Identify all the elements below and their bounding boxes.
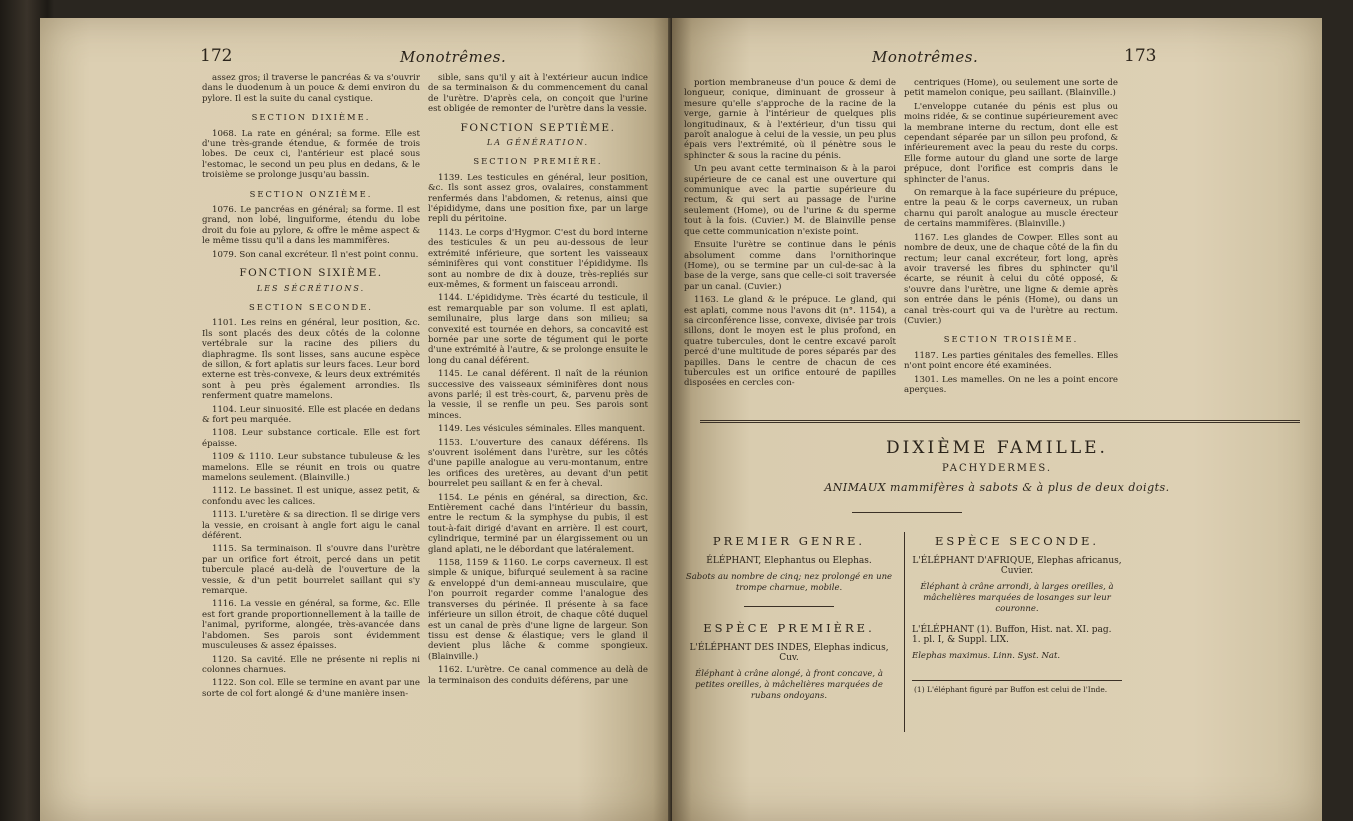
subheading: LA GÉNÉRATION. bbox=[486, 138, 590, 148]
section-divider bbox=[700, 420, 1300, 423]
column-separator bbox=[904, 532, 905, 732]
paragraph: 1076. Le pancréas en général; sa forme. Il est grand, non lobé, linguiforme, étendu du lobe droit du foie au pylore, & offre le même aspect & le même tissu qu'il a dans les mammifères. bbox=[202, 205, 420, 247]
right-column-2 bbox=[904, 78, 1118, 398]
footnote-rule bbox=[912, 680, 1122, 681]
short-rule bbox=[852, 512, 962, 513]
genre-heading: PREMIER GENRE. bbox=[712, 534, 866, 548]
section-heading: SECTION DIXIÈME. bbox=[251, 112, 371, 123]
espece2-name: L'ÉLÉPHANT D'AFRIQUE, Elephas africanus, Cuvier. bbox=[912, 556, 1122, 576]
paragraph: 1079. Son canal excréteur. Il n'est point connu. bbox=[212, 249, 419, 260]
espece2-description: Éléphant à crâne arrondi, à larges oreilles, à mâchelières marquées de losanges sur leur couronne. bbox=[920, 582, 1114, 614]
paragraph: 1112. Le bassinet. Il est unique, assez petit, & confondu avec les calices. bbox=[202, 486, 420, 507]
famille-subtitle: PACHYDERMES. bbox=[941, 463, 1053, 474]
paragraph: Un peu avant cette terminaison & à la paroi supérieure de ce canal est une ouverture qui communique avec la partie supérieure du rectum, & qui sert au passage de l'urine seulement (Home), ou de l'urine & du sperme tout à la fois. (Cuvier.) M. de Blainville pense que cette communication n'existe point. bbox=[684, 164, 896, 237]
left-column-1 bbox=[202, 73, 420, 702]
paragraph: Ensuite l'urètre se continue dans le pénis absolument comme dans l'ornithorinque (Home), ou se termine par un cul-de-sac à la base de la verge, sans que celle-ci soit traversée par un canal. (Cuvier.) bbox=[684, 240, 896, 292]
paragraph: 1104. Leur sinuosité. Elle est placée en dedans & fort peu marquée. bbox=[202, 404, 420, 425]
paragraph: 1116. La vessie en général, sa forme, &c. Elle est fort grande proportionnellement à la taille de l'animal, pyriforme, alongée, très-avancée dans l'abdomen. Ses parois sont évidemment musculeuses & assez épaisses. bbox=[202, 599, 420, 652]
paragraph: 1122. Son col. Elle se termine en avant par une sorte de col fort alongé & d'une manière insen- bbox=[202, 678, 420, 699]
running-head-right: Monotrêmes. bbox=[872, 48, 979, 66]
paragraph: 1162. L'urètre. Ce canal commence au delà de la terminaison des conduits déférens, par une bbox=[428, 665, 648, 686]
paragraph: sible, sans qu'il y ait à l'extérieur aucun indice de sa terminaison & du commencement du canal de l'urètre. D'après cela, on conçoit que l'urine est obligée de remonter de l'urètre dans la vessie. bbox=[428, 73, 648, 115]
paragraph: 1120. Sa cavité. Elle ne présente ni replis ni colonnes charnues. bbox=[202, 654, 420, 675]
paragraph: L'enveloppe cutanée du pénis est plus ou moins ridée, & se continue supérieurement avec la membrane interne du rectum, dont elle est cependant séparée par un sillon peu profond, & inférieurement avec la peau du reste du corps. Elle forme autour du gland une sorte de large prépuce, dont l'orifice est compris dans le sphincter de l'anus. bbox=[904, 101, 1118, 185]
page-number-right: 173 bbox=[1124, 46, 1157, 66]
paragraph: 1068. La rate en général; sa forme. Elle est d'une très-grande étendue, & formée de trois lobes. De ceux ci, l'antérieur est placé sous l'estomac, le second un peu plus en dedans, & le troisième se prolonge jusqu'au bassin. bbox=[202, 128, 420, 181]
paragraph: 1143. Le corps d'Hygmor. C'est du bord interne des testicules & un peu au-dessous de leur extrémité inférieure, que sortent les vaisseaux séminifères qui vont constituer l'épididyme. Ils sont au nombre de dix à douze, très-repliés sur eux-mêmes, & forment un faisceau arrondi. bbox=[428, 227, 648, 290]
left-column-2 bbox=[428, 73, 648, 689]
espece2-synonym: Elephas maximus. Linn. Syst. Nat. bbox=[912, 651, 1061, 661]
famille-description: ANIMAUX mammifères à sabots & à plus de deux doigts. bbox=[824, 481, 1170, 494]
paragraph: 1109 & 1110. Leur substance tubuleuse & les mamelons. Elle se réunit en trois ou quatre mamelons seulement. (Blainville.) bbox=[202, 452, 420, 483]
page-number-left: 172 bbox=[200, 46, 233, 66]
espece1-description: Éléphant à crâne alongé, à front concave, à petites oreilles, à mâchelières marquées de rubans ondoyans. bbox=[695, 669, 883, 701]
left-page bbox=[40, 18, 672, 821]
genre-block bbox=[682, 534, 896, 702]
paragraph: 1301. Les mamelles. On ne les a point encore aperçues. bbox=[904, 374, 1118, 395]
paragraph: 1115. Sa terminaison. Il s'ouvre dans l'urètre par un orifice fort étroit, percé dans un petit tubercule placé au-delà de l'ouverture de la vessie, & d'un petit bourrelet saillant qui s'y remarque. bbox=[202, 544, 420, 597]
espece2-block bbox=[912, 534, 1122, 662]
footnote: (1) L'éléphant figuré par Buffon est celui de l'Inde. bbox=[914, 685, 1108, 694]
famille-title: DIXIÈME FAMILLE. bbox=[886, 438, 1108, 458]
section-heading: SECTION SECONDE. bbox=[249, 301, 373, 312]
paragraph: 1113. L'uretère & sa direction. Il se dirige vers la vessie, en croisant à angle fort aigu le canal déférent. bbox=[202, 510, 420, 542]
paragraph: 1101. Les reins en général, leur position, &c. Ils sont placés des deux côtés de la colonne vertébrale sur la racine des piliers du diaphragme. Ils sont lisses, sans aucune espèce de sillon, & fort aplatis sur leurs faces. Leur bord externe est très-convexe, & leurs deux extrémités sont à peu près également arrondies. Ils renferment quatre mamelons. bbox=[202, 318, 420, 402]
paragraph: 1154. Le pénis en général, sa direction, &c. Entièrement caché dans l'intérieur du bassin, entre le rectum & la symphyse du pubis, il est tout-à-fait dirigé d'avant en arrière. Il est court, cylindrique, terminé par un élargissement ou un gland aplati, ne le débordant que latéralement. bbox=[428, 492, 648, 555]
paragraph: 1187. Les parties génitales des femelles. Elles n'ont point encore été examinées. bbox=[904, 350, 1118, 372]
running-head-left: Monotrêmes. bbox=[400, 48, 507, 66]
espece2-heading: ESPÈCE SECONDE. bbox=[934, 534, 1100, 548]
right-column-1 bbox=[684, 78, 896, 392]
section-heading: SECTION TROISIÈME. bbox=[943, 334, 1079, 345]
paragraph: 1139. Les testicules en général, leur position, &c. Ils sont assez gros, ovalaires, constamment renfermés dans l'abdomen, & retenus, ainsi que l'épididyme, dans une position fixe, par un large repli du péritoine. bbox=[428, 172, 648, 225]
paragraph: 1108. Leur substance corticale. Elle est fort épaisse. bbox=[202, 428, 420, 449]
espece1-heading: ESPÈCE PREMIÈRE. bbox=[703, 621, 875, 635]
paragraph: 1153. L'ouverture des canaux déférens. Ils s'ouvrent isolément dans l'urètre, sur les côtés d'une papille analogue au veru-montanum, entre les orifices des uretères, au devant d'un petit bourrelet peu saillant & en fer à cheval. bbox=[428, 437, 648, 490]
subheading: LES SÉCRÉTIONS. bbox=[256, 283, 366, 293]
paragraph: assez gros; il traverse le pancréas & va s'ouvrir dans le duodenum à un pouce & demi environ du pylore. Il est la suite du canal cystique. bbox=[202, 73, 420, 104]
espece1-name: L'ÉLÉPHANT DES INDES, Elephas indicus, Cuv. bbox=[689, 643, 889, 663]
paragraph: 1144. L'épididyme. Très écarté du testicule, il est remarquable par son volume. Il est aplati, semilunaire, plus large dans son milieu; sa convexité est tournée en dehors, sa concavité est bornée par une sorte de tégument qui le porte d'une extrémité à l'autre, & se prolonge ensuite le long du canal déférent. bbox=[428, 293, 648, 366]
espece2-reference: L'ÉLÉPHANT (1). Buffon, Hist. nat. XI. pag. 1. pl. I, & Suppl. LIX. bbox=[912, 625, 1112, 645]
paragraph: 1158, 1159 & 1160. Le corps caverneux. Il est simple & unique, bifurqué seulement à sa racine & enveloppé d'un demi-anneau musculaire, que l'on pourroit regarder comme l'analogue des transverses du périnée. Il présente à sa face inférieure un sillon étroit, de chaque côté duquel est un canal de près d'une ligne de largeur. Son tissu est dense & élastique; vers le gland il devient plus lâche & comme spongieux. (Blainville.) bbox=[428, 558, 648, 662]
right-page bbox=[672, 18, 1322, 821]
paragraph: centriques (Home), ou seulement une sorte de petit mamelon conique, peu saillant. (Blainville.) bbox=[904, 78, 1118, 99]
genre-name: ÉLÉPHANT, Elephantus ou Elephas. bbox=[706, 556, 872, 566]
section-heading: SECTION ONZIÈME. bbox=[249, 188, 373, 199]
genre-rule bbox=[744, 606, 834, 607]
paragraph: On remarque à la face supérieure du prépuce, entre la peau & le corps caverneux, un ruban charnu qui paroît analogue au muscle érecteur de certains mammifères. (Blainville.) bbox=[904, 188, 1118, 230]
genre-description: Sabots au nombre de cinq; nez prolongé en une trompe charnue, mobile. bbox=[685, 572, 893, 593]
paragraph: 1145. Le canal déférent. Il naît de la réunion successive des vaisseaux séminifères dont nous avons parlé; il est très-court, &, parvenu près de la vessie, il se renfle un peu. Ses parois sont minces. bbox=[428, 369, 648, 421]
fonction-heading: FONCTION SIXIÈME. bbox=[239, 267, 383, 280]
paragraph: 1167. Les glandes de Cowper. Elles sont au nombre de deux, une de chaque côté de la fin du rectum; leur canal excréteur, fort long, après avoir traversé les fibres du sphincter qu'il écarte, se réunit à celui du côté opposé, & s'ouvre dans l'urètre, une ligne & demie après son entrée dans le pénis (Home), ou dans un canal très-court qui va de l'urètre au rectum. (Cuvier.) bbox=[904, 232, 1118, 326]
paragraph: 1149. Les vésicules séminales. Elles manquent. bbox=[438, 424, 646, 435]
paragraph: portion membraneuse d'un pouce & demi de longueur, conique, diminuant de grosseur à mesure qu'elle s'approche de la racine de la verge, garnie à l'intérieur de quelques plis longitudinaux, & à l'extérieur, d'un tissu qui paroît analogue à celui de la vessie, un peu plus épais vers l'extrémité, où il pénètre sous le sphincter & sous la racine du pénis. bbox=[684, 78, 896, 161]
fonction-heading: FONCTION SEPTIÈME. bbox=[460, 121, 616, 134]
section-heading: SECTION PREMIÈRE. bbox=[473, 156, 603, 167]
paragraph: 1163. Le gland & le prépuce. Le gland, qui est aplati, comme nous l'avons dit (n°. 1154), a sa circonférence lisse, convexe, divisée par trois sillons, dont le moyen est le plus profond, en quatre tubercules, dont le centre excavé paroît percé d'une multitude de pores séparés par des papilles. Dans le centre de chacun de ces tubercules est un orifice entouré de papilles disposées en cercles con- bbox=[684, 295, 896, 389]
